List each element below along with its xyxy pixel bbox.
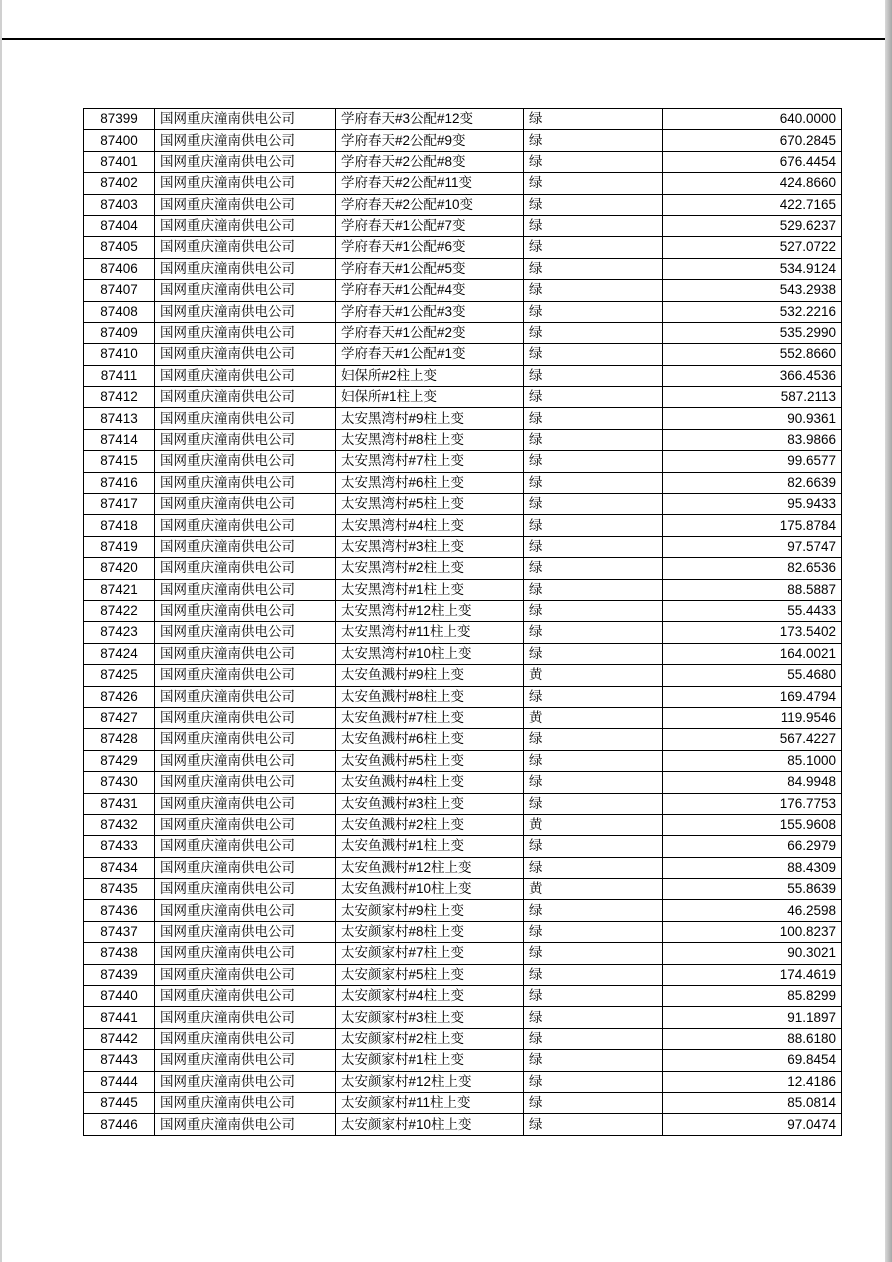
station-cell: 太安黑湾村#12柱上变: [336, 600, 524, 621]
station-cell: 太安颜家村#10柱上变: [336, 1114, 524, 1136]
value-cell: 527.0722: [663, 237, 842, 258]
status-cell: 黄: [524, 707, 663, 728]
status-cell: 绿: [524, 750, 663, 771]
table-row: [84, 729, 842, 750]
company-cell: 国网重庆潼南供电公司: [155, 451, 336, 472]
company-cell: 国网重庆潼南供电公司: [155, 494, 336, 515]
table-row: [84, 1007, 842, 1028]
company-cell: 国网重庆潼南供电公司: [155, 622, 336, 643]
company-cell: 国网重庆潼南供电公司: [155, 344, 336, 365]
id-cell: 87439: [84, 964, 155, 985]
value-cell: 424.8660: [663, 173, 842, 194]
station-cell: 太安颜家村#11柱上变: [336, 1092, 524, 1113]
data-table-container: [83, 108, 836, 1136]
value-cell: 85.8299: [663, 986, 842, 1007]
table-row: [84, 237, 842, 258]
status-cell: 绿: [524, 600, 663, 621]
value-cell: 676.4454: [663, 151, 842, 172]
status-cell: 绿: [524, 772, 663, 793]
station-cell: 太安颜家村#7柱上变: [336, 943, 524, 964]
status-cell: 绿: [524, 237, 663, 258]
company-cell: 国网重庆潼南供电公司: [155, 322, 336, 343]
company-cell: 国网重庆潼南供电公司: [155, 836, 336, 857]
company-cell: 国网重庆潼南供电公司: [155, 1071, 336, 1092]
station-cell: 学府春天#1公配#7变: [336, 215, 524, 236]
station-cell: 太安黑湾村#7柱上变: [336, 451, 524, 472]
table-row: [84, 429, 842, 450]
id-cell: 87426: [84, 686, 155, 707]
status-cell: 绿: [524, 857, 663, 878]
status-cell: 绿: [524, 151, 663, 172]
id-cell: 87402: [84, 173, 155, 194]
company-cell: 国网重庆潼南供电公司: [155, 814, 336, 835]
station-cell: 妇保所#2柱上变: [336, 365, 524, 386]
value-cell: 91.1897: [663, 1007, 842, 1028]
table-row: [84, 686, 842, 707]
status-cell: 绿: [524, 1050, 663, 1071]
table-row: [84, 151, 842, 172]
station-cell: 太安鱼溅村#9柱上变: [336, 665, 524, 686]
table-row: [84, 173, 842, 194]
station-cell: 太安鱼溅村#5柱上变: [336, 750, 524, 771]
status-cell: 绿: [524, 429, 663, 450]
id-cell: 87409: [84, 322, 155, 343]
id-cell: 87443: [84, 1050, 155, 1071]
value-cell: 529.6237: [663, 215, 842, 236]
company-cell: 国网重庆潼南供电公司: [155, 408, 336, 429]
value-cell: 55.8639: [663, 879, 842, 900]
table-row: [84, 964, 842, 985]
company-cell: 国网重庆潼南供电公司: [155, 151, 336, 172]
company-cell: 国网重庆潼南供电公司: [155, 1092, 336, 1113]
status-cell: 绿: [524, 194, 663, 215]
value-cell: 46.2598: [663, 900, 842, 921]
id-cell: 87444: [84, 1071, 155, 1092]
id-cell: 87421: [84, 579, 155, 600]
status-cell: 绿: [524, 793, 663, 814]
company-cell: 国网重庆潼南供电公司: [155, 986, 336, 1007]
status-cell: 绿: [524, 109, 663, 130]
table-row: [84, 643, 842, 664]
value-cell: 100.8237: [663, 921, 842, 942]
company-cell: 国网重庆潼南供电公司: [155, 707, 336, 728]
table-row: [84, 836, 842, 857]
status-cell: 绿: [524, 943, 663, 964]
status-cell: 绿: [524, 1028, 663, 1049]
status-cell: 绿: [524, 130, 663, 151]
station-cell: 学府春天#1公配#6变: [336, 237, 524, 258]
station-cell: 太安鱼溅村#8柱上变: [336, 686, 524, 707]
value-cell: 85.0814: [663, 1092, 842, 1113]
table-row: [84, 322, 842, 343]
status-cell: 绿: [524, 686, 663, 707]
table-row: [84, 900, 842, 921]
station-cell: 太安颜家村#1柱上变: [336, 1050, 524, 1071]
table-row: [84, 879, 842, 900]
status-cell: 绿: [524, 558, 663, 579]
station-cell: 太安鱼溅村#7柱上变: [336, 707, 524, 728]
id-cell: 87436: [84, 900, 155, 921]
table-row: [84, 494, 842, 515]
station-cell: 太安黑湾村#9柱上变: [336, 408, 524, 429]
station-cell: 太安鱼溅村#12柱上变: [336, 857, 524, 878]
status-cell: 黄: [524, 814, 663, 835]
table-row: [84, 986, 842, 1007]
id-cell: 87422: [84, 600, 155, 621]
value-cell: 82.6536: [663, 558, 842, 579]
table-row: [84, 536, 842, 557]
value-cell: 670.2845: [663, 130, 842, 151]
id-cell: 87429: [84, 750, 155, 771]
station-cell: 太安黑湾村#11柱上变: [336, 622, 524, 643]
id-cell: 87430: [84, 772, 155, 793]
value-cell: 173.5402: [663, 622, 842, 643]
status-cell: 绿: [524, 408, 663, 429]
id-cell: 87423: [84, 622, 155, 643]
company-cell: 国网重庆潼南供电公司: [155, 130, 336, 151]
table-row: [84, 750, 842, 771]
status-cell: 绿: [524, 964, 663, 985]
value-cell: 535.2990: [663, 322, 842, 343]
value-cell: 175.8784: [663, 515, 842, 536]
station-cell: 学府春天#1公配#3变: [336, 301, 524, 322]
value-cell: 84.9948: [663, 772, 842, 793]
company-cell: 国网重庆潼南供电公司: [155, 921, 336, 942]
table-row: [84, 857, 842, 878]
company-cell: 国网重庆潼南供电公司: [155, 729, 336, 750]
value-cell: 66.2979: [663, 836, 842, 857]
company-cell: 国网重庆潼南供电公司: [155, 579, 336, 600]
status-cell: 绿: [524, 215, 663, 236]
id-cell: 87403: [84, 194, 155, 215]
id-cell: 87410: [84, 344, 155, 365]
data-table: [83, 108, 842, 1136]
station-cell: 太安颜家村#12柱上变: [336, 1071, 524, 1092]
company-cell: 国网重庆潼南供电公司: [155, 365, 336, 386]
table-row: [84, 1092, 842, 1113]
table-row: [84, 451, 842, 472]
id-cell: 87446: [84, 1114, 155, 1136]
station-cell: 太安鱼溅村#3柱上变: [336, 793, 524, 814]
value-cell: 55.4680: [663, 665, 842, 686]
id-cell: 87437: [84, 921, 155, 942]
company-cell: 国网重庆潼南供电公司: [155, 600, 336, 621]
company-cell: 国网重庆潼南供电公司: [155, 1007, 336, 1028]
status-cell: 绿: [524, 622, 663, 643]
status-cell: 黄: [524, 879, 663, 900]
status-cell: 绿: [524, 836, 663, 857]
station-cell: 太安鱼溅村#10柱上变: [336, 879, 524, 900]
status-cell: 黄: [524, 665, 663, 686]
station-cell: 学府春天#2公配#9变: [336, 130, 524, 151]
value-cell: 88.6180: [663, 1028, 842, 1049]
value-cell: 69.8454: [663, 1050, 842, 1071]
station-cell: 学府春天#2公配#10变: [336, 194, 524, 215]
id-cell: 87418: [84, 515, 155, 536]
value-cell: 82.6639: [663, 472, 842, 493]
station-cell: 太安颜家村#9柱上变: [336, 900, 524, 921]
company-cell: 国网重庆潼南供电公司: [155, 237, 336, 258]
value-cell: 88.5887: [663, 579, 842, 600]
station-cell: 太安黑湾村#1柱上变: [336, 579, 524, 600]
table-row: [84, 600, 842, 621]
company-cell: 国网重庆潼南供电公司: [155, 900, 336, 921]
station-cell: 太安鱼溅村#2柱上变: [336, 814, 524, 835]
company-cell: 国网重庆潼南供电公司: [155, 793, 336, 814]
station-cell: 太安鱼溅村#4柱上变: [336, 772, 524, 793]
id-cell: 87424: [84, 643, 155, 664]
status-cell: 绿: [524, 472, 663, 493]
table-row: [84, 215, 842, 236]
status-cell: 绿: [524, 729, 663, 750]
station-cell: 学府春天#2公配#11变: [336, 173, 524, 194]
company-cell: 国网重庆潼南供电公司: [155, 387, 336, 408]
company-cell: 国网重庆潼南供电公司: [155, 1028, 336, 1049]
value-cell: 88.4309: [663, 857, 842, 878]
table-row: [84, 579, 842, 600]
id-cell: 87420: [84, 558, 155, 579]
company-cell: 国网重庆潼南供电公司: [155, 515, 336, 536]
company-cell: 国网重庆潼南供电公司: [155, 429, 336, 450]
value-cell: 422.7165: [663, 194, 842, 215]
table-row: [84, 109, 842, 130]
company-cell: 国网重庆潼南供电公司: [155, 301, 336, 322]
table-row: [84, 515, 842, 536]
status-cell: 绿: [524, 515, 663, 536]
station-cell: 学府春天#1公配#1变: [336, 344, 524, 365]
status-cell: 绿: [524, 986, 663, 1007]
company-cell: 国网重庆潼南供电公司: [155, 665, 336, 686]
company-cell: 国网重庆潼南供电公司: [155, 879, 336, 900]
table-row: [84, 387, 842, 408]
table-row: [84, 793, 842, 814]
value-cell: 85.1000: [663, 750, 842, 771]
table-row: [84, 280, 842, 301]
company-cell: 国网重庆潼南供电公司: [155, 857, 336, 878]
id-cell: 87406: [84, 258, 155, 279]
id-cell: 87442: [84, 1028, 155, 1049]
table-row: [84, 772, 842, 793]
table-row: [84, 301, 842, 322]
value-cell: 174.4619: [663, 964, 842, 985]
status-cell: 绿: [524, 1114, 663, 1136]
table-body: [84, 109, 842, 1136]
station-cell: 太安黑湾村#10柱上变: [336, 643, 524, 664]
station-cell: 学府春天#1公配#4变: [336, 280, 524, 301]
table-row: [84, 1028, 842, 1049]
company-cell: 国网重庆潼南供电公司: [155, 1114, 336, 1136]
value-cell: 99.6577: [663, 451, 842, 472]
value-cell: 83.9866: [663, 429, 842, 450]
company-cell: 国网重庆潼南供电公司: [155, 686, 336, 707]
status-cell: 绿: [524, 494, 663, 515]
status-cell: 绿: [524, 921, 663, 942]
station-cell: 太安黑湾村#8柱上变: [336, 429, 524, 450]
table-row: [84, 194, 842, 215]
id-cell: 87400: [84, 130, 155, 151]
id-cell: 87413: [84, 408, 155, 429]
value-cell: 534.9124: [663, 258, 842, 279]
station-cell: 学府春天#1公配#2变: [336, 322, 524, 343]
value-cell: 12.4186: [663, 1071, 842, 1092]
station-cell: 学府春天#3公配#12变: [336, 109, 524, 130]
value-cell: 640.0000: [663, 109, 842, 130]
id-cell: 87440: [84, 986, 155, 1007]
company-cell: 国网重庆潼南供电公司: [155, 258, 336, 279]
page-edge-right: [885, 0, 892, 1262]
value-cell: 176.7753: [663, 793, 842, 814]
table-row: [84, 472, 842, 493]
value-cell: 164.0021: [663, 643, 842, 664]
station-cell: 太安黑湾村#5柱上变: [336, 494, 524, 515]
table-row: [84, 1114, 842, 1136]
id-cell: 87401: [84, 151, 155, 172]
company-cell: 国网重庆潼南供电公司: [155, 643, 336, 664]
company-cell: 国网重庆潼南供电公司: [155, 280, 336, 301]
status-cell: 绿: [524, 387, 663, 408]
value-cell: 119.9546: [663, 707, 842, 728]
id-cell: 87412: [84, 387, 155, 408]
status-cell: 绿: [524, 322, 663, 343]
company-cell: 国网重庆潼南供电公司: [155, 772, 336, 793]
table-row: [84, 665, 842, 686]
id-cell: 87407: [84, 280, 155, 301]
company-cell: 国网重庆潼南供电公司: [155, 1050, 336, 1071]
status-cell: 绿: [524, 280, 663, 301]
status-cell: 绿: [524, 344, 663, 365]
id-cell: 87441: [84, 1007, 155, 1028]
value-cell: 552.8660: [663, 344, 842, 365]
id-cell: 87408: [84, 301, 155, 322]
id-cell: 87432: [84, 814, 155, 835]
status-cell: 绿: [524, 643, 663, 664]
status-cell: 绿: [524, 1007, 663, 1028]
company-cell: 国网重庆潼南供电公司: [155, 943, 336, 964]
id-cell: 87416: [84, 472, 155, 493]
id-cell: 87414: [84, 429, 155, 450]
value-cell: 567.4227: [663, 729, 842, 750]
id-cell: 87411: [84, 365, 155, 386]
company-cell: 国网重庆潼南供电公司: [155, 194, 336, 215]
value-cell: 169.4794: [663, 686, 842, 707]
id-cell: 87433: [84, 836, 155, 857]
company-cell: 国网重庆潼南供电公司: [155, 173, 336, 194]
status-cell: 绿: [524, 258, 663, 279]
station-cell: 太安黑湾村#6柱上变: [336, 472, 524, 493]
company-cell: 国网重庆潼南供电公司: [155, 536, 336, 557]
id-cell: 87428: [84, 729, 155, 750]
table-row: [84, 1071, 842, 1092]
id-cell: 87438: [84, 943, 155, 964]
company-cell: 国网重庆潼南供电公司: [155, 472, 336, 493]
value-cell: 543.2938: [663, 280, 842, 301]
company-cell: 国网重庆潼南供电公司: [155, 964, 336, 985]
id-cell: 87399: [84, 109, 155, 130]
company-cell: 国网重庆潼南供电公司: [155, 558, 336, 579]
station-cell: 学府春天#2公配#8变: [336, 151, 524, 172]
value-cell: 90.9361: [663, 408, 842, 429]
table-row: [84, 408, 842, 429]
value-cell: 97.5747: [663, 536, 842, 557]
status-cell: 绿: [524, 536, 663, 557]
station-cell: 妇保所#1柱上变: [336, 387, 524, 408]
station-cell: 太安黑湾村#3柱上变: [336, 536, 524, 557]
id-cell: 87417: [84, 494, 155, 515]
table-row: [84, 622, 842, 643]
table-row: [84, 558, 842, 579]
status-cell: 绿: [524, 173, 663, 194]
table-row: [84, 921, 842, 942]
station-cell: 太安颜家村#5柱上变: [336, 964, 524, 985]
table-row: [84, 1050, 842, 1071]
table-row: [84, 943, 842, 964]
status-cell: 绿: [524, 900, 663, 921]
value-cell: 95.9433: [663, 494, 842, 515]
company-cell: 国网重庆潼南供电公司: [155, 215, 336, 236]
page-top-rule: [0, 38, 885, 40]
station-cell: 太安颜家村#3柱上变: [336, 1007, 524, 1028]
id-cell: 87419: [84, 536, 155, 557]
company-cell: 国网重庆潼南供电公司: [155, 109, 336, 130]
value-cell: 155.9608: [663, 814, 842, 835]
value-cell: 97.0474: [663, 1114, 842, 1136]
station-cell: 太安颜家村#2柱上变: [336, 1028, 524, 1049]
page-edge-left: [0, 0, 2, 1262]
value-cell: 532.2216: [663, 301, 842, 322]
id-cell: 87404: [84, 215, 155, 236]
status-cell: 绿: [524, 579, 663, 600]
status-cell: 绿: [524, 365, 663, 386]
value-cell: 587.2113: [663, 387, 842, 408]
station-cell: 太安鱼溅村#1柱上变: [336, 836, 524, 857]
id-cell: 87431: [84, 793, 155, 814]
value-cell: 366.4536: [663, 365, 842, 386]
id-cell: 87415: [84, 451, 155, 472]
id-cell: 87425: [84, 665, 155, 686]
station-cell: 学府春天#1公配#5变: [336, 258, 524, 279]
value-cell: 90.3021: [663, 943, 842, 964]
id-cell: 87435: [84, 879, 155, 900]
value-cell: 55.4433: [663, 600, 842, 621]
status-cell: 绿: [524, 1092, 663, 1113]
table-row: [84, 707, 842, 728]
id-cell: 87445: [84, 1092, 155, 1113]
table-row: [84, 365, 842, 386]
station-cell: 太安黑湾村#4柱上变: [336, 515, 524, 536]
station-cell: 太安颜家村#4柱上变: [336, 986, 524, 1007]
id-cell: 87434: [84, 857, 155, 878]
station-cell: 太安黑湾村#2柱上变: [336, 558, 524, 579]
station-cell: 太安颜家村#8柱上变: [336, 921, 524, 942]
id-cell: 87405: [84, 237, 155, 258]
status-cell: 绿: [524, 1071, 663, 1092]
table-row: [84, 258, 842, 279]
table-row: [84, 344, 842, 365]
table-row: [84, 130, 842, 151]
status-cell: 绿: [524, 301, 663, 322]
status-cell: 绿: [524, 451, 663, 472]
id-cell: 87427: [84, 707, 155, 728]
company-cell: 国网重庆潼南供电公司: [155, 750, 336, 771]
station-cell: 太安鱼溅村#6柱上变: [336, 729, 524, 750]
table-row: [84, 814, 842, 835]
